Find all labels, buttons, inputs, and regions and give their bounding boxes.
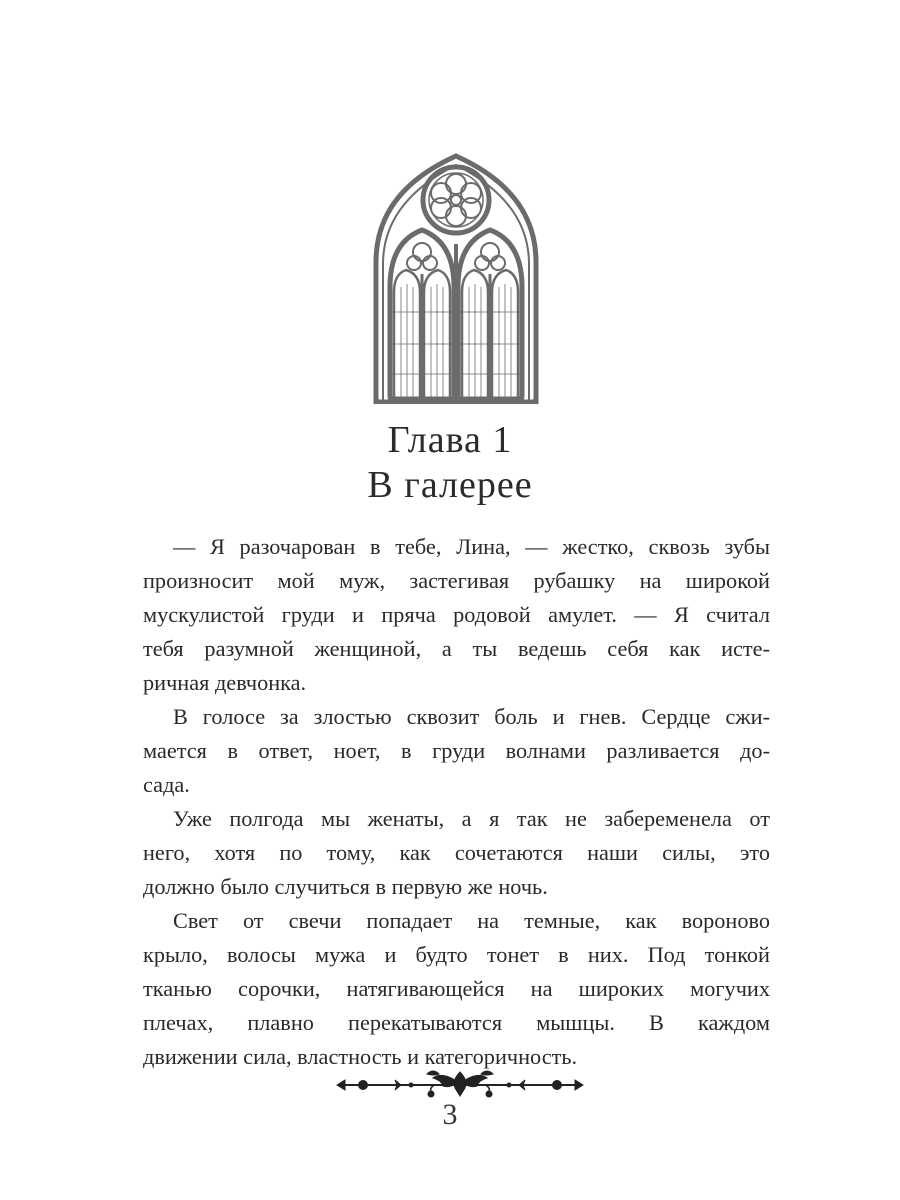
- text-line: Уже полгода мы женаты, а я так не забеременела от: [173, 806, 770, 831]
- chapter-body: [143, 530, 770, 1074]
- chapter-number: Глава 1: [387, 419, 513, 461]
- paragraph: [143, 802, 770, 904]
- text-line: произносит мой муж, застегивая рубашку на широкой: [143, 568, 770, 593]
- text-line: него, хотя по тому, как сочетаются наши силы, это: [143, 840, 770, 865]
- paragraph: [143, 700, 770, 802]
- text-line: должно было случиться в первую же ночь.: [143, 874, 548, 899]
- text-line: тебя разумной женщиной, а ты ведешь себя как исте-: [143, 636, 770, 661]
- gothic-window-icon: [372, 152, 540, 404]
- text-line: мается в ответ, ноет, в груди волнами разливается до-: [143, 738, 770, 763]
- text-line: В голосе за злостью сквозит боль и гнев. Сердце сжи-: [173, 704, 770, 729]
- text-line: сада.: [143, 772, 190, 797]
- text-line: движении сила, властность и категоричность.: [143, 1044, 578, 1069]
- floral-divider-icon: [335, 1068, 585, 1102]
- text-line: мускулистой груди и пряча родовой амулет. — Я считал: [143, 602, 770, 627]
- text-line: — Я разочарован в тебе, Лина, — жестко, сквозь зубы: [173, 534, 770, 559]
- text-line: ричная девчонка.: [143, 670, 307, 695]
- text-line: крыло, волосы мужа и будто тонет в них. Под тонкой: [143, 942, 770, 967]
- text-line: Свет от свечи попадает на темные, как вороново: [173, 908, 770, 933]
- paragraph: [143, 530, 770, 700]
- paragraph: [143, 904, 770, 1074]
- text-line: плечах, плавно перекатываются мышцы. В каждом: [143, 1010, 770, 1035]
- page-number: 3: [442, 1098, 458, 1131]
- chapter-title: В галерее: [367, 464, 533, 506]
- text-line: тканью сорочки, натягивающейся на широких могучих: [143, 976, 770, 1001]
